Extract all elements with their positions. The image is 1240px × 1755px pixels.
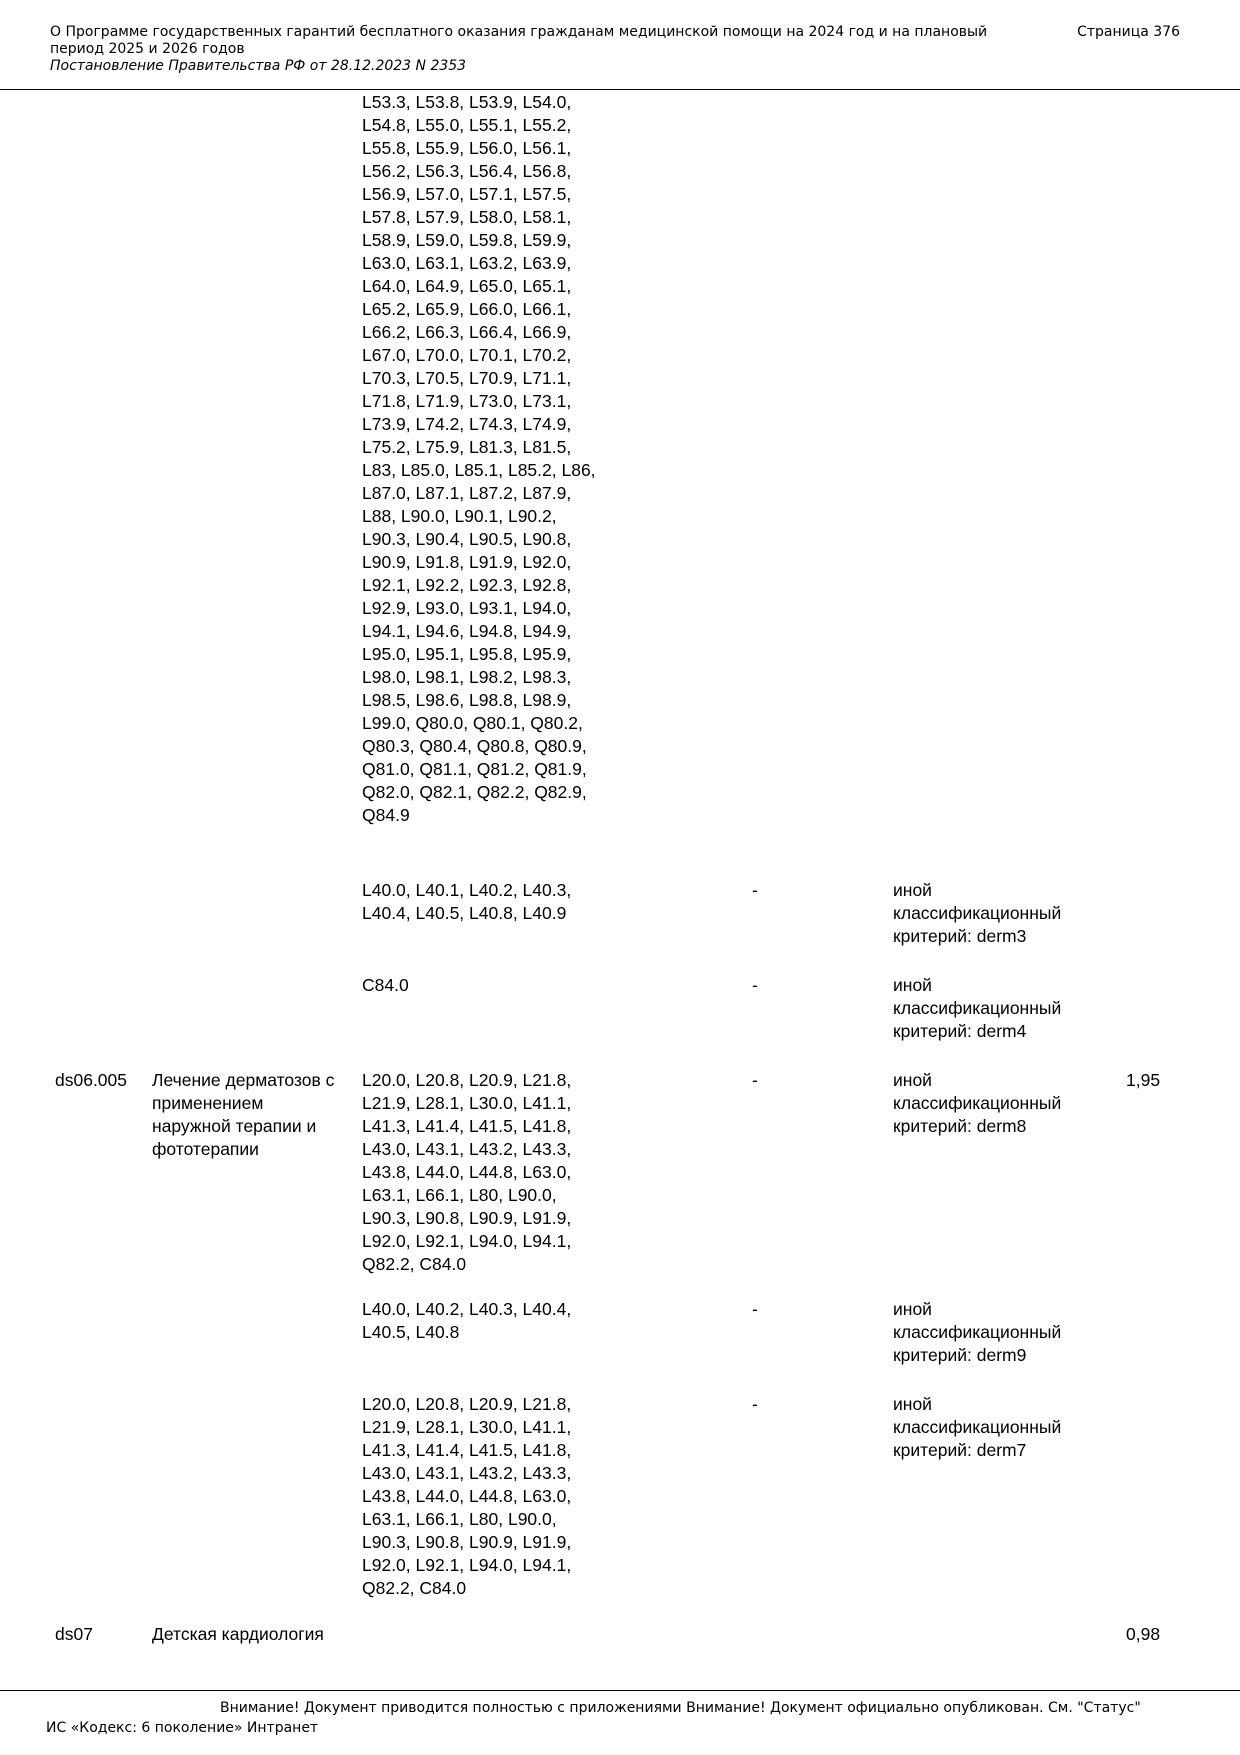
document-subtitle: Постановление Правительства РФ от 28.12.2023 N 2353 <box>50 58 467 74</box>
criterion-cell: иной классификационный критерий: derm4 <box>893 975 1062 1041</box>
criterion-cell: иной классификационный критерий: derm8 <box>893 1070 1062 1136</box>
criterion-cell: иной классификационный критерий: derm7 <box>893 1394 1062 1460</box>
coefficient-cell: 0,98 <box>1126 1624 1161 1644</box>
codes-cell: L40.0, L40.2, L40.3, L40.4, L40.5, L40.8 <box>362 1299 572 1342</box>
criterion-cell: иной классификационный критерий: derm3 <box>893 880 1062 946</box>
kpg-code-cell: ds06.005 <box>55 1070 128 1090</box>
dash-cell: - <box>752 1070 758 1090</box>
dash-cell: - <box>752 975 758 995</box>
document-title: О Программе государственных гарантий бесплатного оказания гражданам медицинской помощи на 2024 год и на плановый период 2025 и 2026 годов <box>50 24 988 57</box>
codes-cell: L40.0, L40.1, L40.2, L40.3, L40.4, L40.5, L40.8, L40.9 <box>362 880 572 923</box>
page-number: Страница 376 <box>1077 24 1180 40</box>
footer-system: ИС «Кодекс: 6 поколение» Интранет <box>46 1720 319 1736</box>
codes-cell: L20.0, L20.8, L20.9, L21.8, L21.9, L28.1, L30.0, L41.1, L41.3, L41.4, L41.5, L41.8, L43.0, L43.1, L43.2, L43.3, L43.8, L44.0, L44.8, L63.0, L63.1, L66.1, L80, L90.0, L90.3, L90.8, L90.9, L91.9, L92.0, L92.1, L94.0, L94.1, Q82.2, C84.0 <box>362 1394 572 1598</box>
kpg-code-cell: ds07 <box>55 1624 93 1644</box>
document-header <box>50 24 1180 75</box>
footer-notice: Внимание! Документ приводится полностью с приложениями Внимание! Документ официально опубликован. См. "Статус" <box>220 1700 1141 1716</box>
codes-cell: C84.0 <box>362 975 409 995</box>
coefficient-cell: 1,95 <box>1126 1070 1161 1090</box>
dash-cell: - <box>752 880 758 900</box>
dash-cell: - <box>752 1299 758 1319</box>
footer-divider <box>0 1690 1240 1691</box>
kpg-name-cell: Детская кардиология <box>152 1624 324 1644</box>
codes-cell: L20.0, L20.8, L20.9, L21.8, L21.9, L28.1, L30.0, L41.1, L41.3, L41.4, L41.5, L41.8, L43.0, L43.1, L43.2, L43.3, L43.8, L44.0, L44.8, L63.0, L63.1, L66.1, L80, L90.0, L90.3, L90.8, L90.9, L91.9, L92.0, L92.1, L94.0, L94.1, Q82.2, C84.0 <box>362 1070 572 1274</box>
codes-cell: L53.3, L53.8, L53.9, L54.0, L54.8, L55.0, L55.1, L55.2, L55.8, L55.9, L56.0, L56.1, L56.2, L56.3, L56.4, L56.8, L56.9, L57.0, L57.1, L57.5, L57.8, L57.9, L58.0, L58.1, L58.9, L59.0, L59.8, L59.9, L63.0, L63.1, L63.2, L63.9, L64.0, L64.9, L65.0, L65.1, L65.2, L65.9, L66.0, L66.1, L66.2, L66.3, L66.4, L66.9, L67.0, L70.0, L70.1, L70.2, L70.3, L70.5, L70.9, L71.1, L71.8, L71.9, L73.0, L73.1, L73.9, L74.2, L74.3, L74.9, L75.2, L75.9, L81.3, L81.5, L83, L85.0, L85.1, L85.2, L86, L87.0, L87.1, L87.2, L87.9, L88, L90.0, L90.1, L90.2, L90.3, L90.4, L90.5, L90.8, L90.9, L91.8, L91.9, L92.0, L92.1, L92.2, L92.3, L92.8, L92.9, L93.0, L93.1, L94.0, L94.1, L94.6, L94.8, L94.9, L95.0, L95.1, L95.8, L95.9, L98.0, L98.1, L98.2, L98.3, L98.5, L98.6, L98.8, L98.9, L99.0, Q80.0, Q80.1, Q80.2, Q80.3, Q80.4, Q80.8, Q80.9, Q81.0, Q81.1, Q81.2, Q81.9, Q82.0, Q82.1, Q82.2, Q82.9, Q84.9 <box>362 92 596 825</box>
header-divider <box>0 89 1240 90</box>
dash-cell: - <box>752 1394 758 1414</box>
kpg-name-cell: Лечение дерматозов с применением наружной терапии и фототерапии <box>152 1070 335 1159</box>
criterion-cell: иной классификационный критерий: derm9 <box>893 1299 1062 1365</box>
